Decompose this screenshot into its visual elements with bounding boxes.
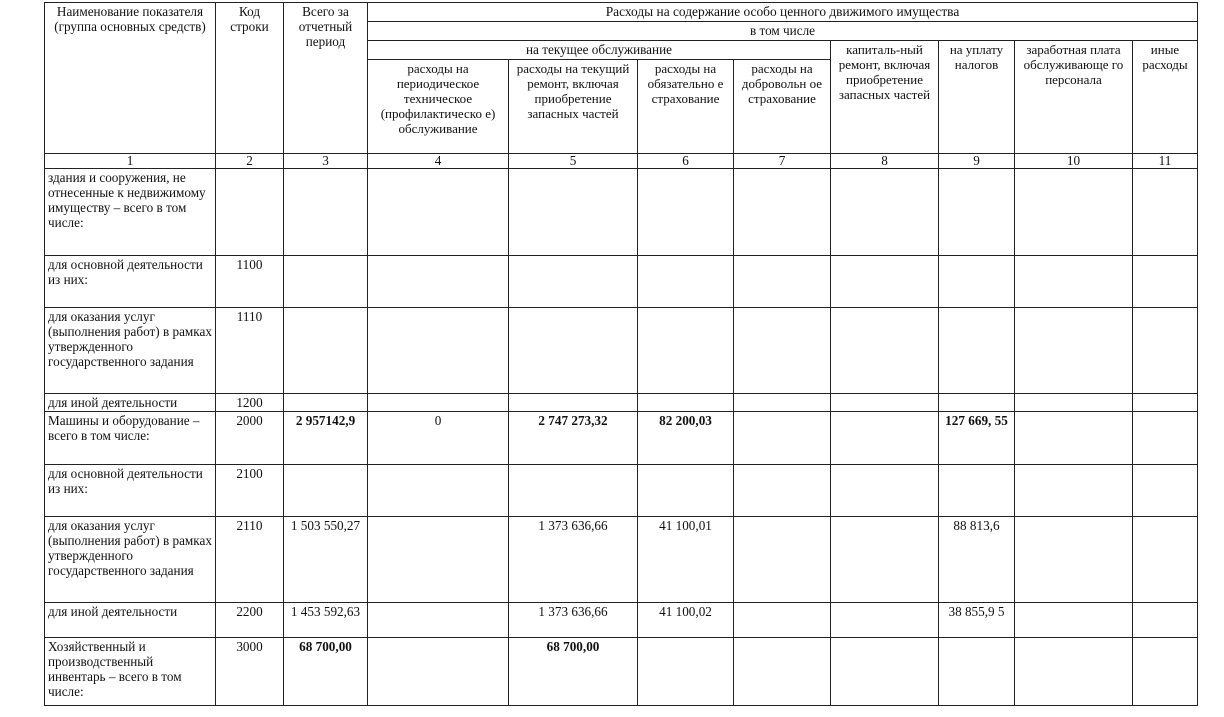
row-c4 <box>368 603 509 638</box>
row-c6 <box>638 394 734 412</box>
row-total: 68 700,00 <box>284 638 368 706</box>
row-c7 <box>734 256 831 308</box>
row-name: для иной деятельности <box>45 603 216 638</box>
row-c9: 38 855,9 5 <box>939 603 1015 638</box>
row-code: 2000 <box>216 412 284 465</box>
row-c9 <box>939 394 1015 412</box>
row-c11 <box>1133 412 1198 465</box>
colnum: 3 <box>284 154 368 169</box>
row-c10 <box>1015 394 1133 412</box>
row-c10 <box>1015 465 1133 517</box>
table-row <box>45 412 1198 465</box>
column-numbers-row <box>45 154 1198 169</box>
row-total: 2 957142,9 <box>284 412 368 465</box>
header-incl: в том числе <box>368 22 1198 41</box>
row-c5: 68 700,00 <box>509 638 638 706</box>
row-c10 <box>1015 412 1133 465</box>
row-name: для иной деятельности <box>45 394 216 412</box>
row-c10 <box>1015 603 1133 638</box>
header-col4: расходы на периодическое техническое (профилактическо е) обслуживание <box>368 60 509 154</box>
table-row <box>45 308 1198 394</box>
row-c11 <box>1133 308 1198 394</box>
row-total: 1 453 592,63 <box>284 603 368 638</box>
row-code: 1200 <box>216 394 284 412</box>
row-c7 <box>734 465 831 517</box>
expense-table <box>44 2 1198 706</box>
row-total <box>284 394 368 412</box>
header-col6: расходы на обязательно е страхование <box>638 60 734 154</box>
header-main: Расходы на содержание особо ценного движимого имущества <box>368 3 1198 22</box>
row-c6: 82 200,03 <box>638 412 734 465</box>
row-total <box>284 169 368 256</box>
row-c4 <box>368 256 509 308</box>
row-c5 <box>509 256 638 308</box>
row-c8 <box>831 256 939 308</box>
row-c9: 88 813,6 <box>939 517 1015 603</box>
row-c5: 2 747 273,32 <box>509 412 638 465</box>
row-name: Машины и оборудование – всего в том числе: <box>45 412 216 465</box>
row-c5: 1 373 636,66 <box>509 517 638 603</box>
row-c6 <box>638 465 734 517</box>
row-c7 <box>734 603 831 638</box>
row-name: для основной деятельности из них: <box>45 465 216 517</box>
row-c8 <box>831 603 939 638</box>
row-c10 <box>1015 638 1133 706</box>
row-c7 <box>734 169 831 256</box>
row-name: для основной деятельности из них: <box>45 256 216 308</box>
row-c6: 41 100,01 <box>638 517 734 603</box>
row-code <box>216 169 284 256</box>
row-c8 <box>831 638 939 706</box>
row-c4 <box>368 169 509 256</box>
row-c5: 1 373 636,66 <box>509 603 638 638</box>
row-c6 <box>638 169 734 256</box>
table-row <box>45 169 1198 256</box>
row-c9: 127 669, 55 <box>939 412 1015 465</box>
row-c11 <box>1133 638 1198 706</box>
row-c5 <box>509 465 638 517</box>
row-c10 <box>1015 256 1133 308</box>
row-c4 <box>368 308 509 394</box>
row-name: Хозяйственный и производственный инвентарь – всего в том числе: <box>45 638 216 706</box>
row-c6 <box>638 256 734 308</box>
row-c11 <box>1133 169 1198 256</box>
row-name: для оказания услуг (выполнения работ) в рамках утвержденного государственного задания <box>45 308 216 394</box>
row-c6 <box>638 308 734 394</box>
header-current: на текущее обслуживание <box>368 41 831 60</box>
header-total: Всего за отчетный период <box>284 3 368 154</box>
table-row <box>45 394 1198 412</box>
colnum: 1 <box>45 154 216 169</box>
colnum: 6 <box>638 154 734 169</box>
row-c10 <box>1015 517 1133 603</box>
row-total <box>284 256 368 308</box>
colnum: 11 <box>1133 154 1198 169</box>
header-col8: капиталь-ный ремонт, включая приобретение запасных частей <box>831 41 939 154</box>
row-c4 <box>368 394 509 412</box>
row-name: здания и сооружения, не отнесенные к недвижимому имуществу – всего в том числе: <box>45 169 216 256</box>
row-c10 <box>1015 308 1133 394</box>
row-total <box>284 465 368 517</box>
header-code: Код строки <box>216 3 284 154</box>
row-c9 <box>939 308 1015 394</box>
row-c4: 0 <box>368 412 509 465</box>
row-c8 <box>831 394 939 412</box>
row-name: для оказания услуг (выполнения работ) в рамках утвержденного государственного задания <box>45 517 216 603</box>
row-c7 <box>734 517 831 603</box>
row-c8 <box>831 412 939 465</box>
row-total: 1 503 550,27 <box>284 517 368 603</box>
row-c7 <box>734 638 831 706</box>
table-row <box>45 638 1198 706</box>
row-c5 <box>509 394 638 412</box>
row-c5 <box>509 169 638 256</box>
row-code: 2200 <box>216 603 284 638</box>
header-name: Наименование показателя (группа основных средств) <box>45 3 216 154</box>
colnum: 7 <box>734 154 831 169</box>
table-row <box>45 465 1198 517</box>
row-c8 <box>831 465 939 517</box>
row-c7 <box>734 412 831 465</box>
header-col7: расходы на добровольн ое страхование <box>734 60 831 154</box>
row-c4 <box>368 638 509 706</box>
colnum: 5 <box>509 154 638 169</box>
row-c11 <box>1133 465 1198 517</box>
colnum: 8 <box>831 154 939 169</box>
colnum: 2 <box>216 154 284 169</box>
row-c6 <box>638 638 734 706</box>
row-c11 <box>1133 394 1198 412</box>
table-row <box>45 256 1198 308</box>
row-c9 <box>939 256 1015 308</box>
row-code: 2100 <box>216 465 284 517</box>
table-row <box>45 603 1198 638</box>
header-col5: расходы на текущий ремонт, включая приобретение запасных частей <box>509 60 638 154</box>
row-c6: 41 100,02 <box>638 603 734 638</box>
row-c4 <box>368 465 509 517</box>
row-c8 <box>831 517 939 603</box>
colnum: 4 <box>368 154 509 169</box>
row-c11 <box>1133 517 1198 603</box>
row-code: 2110 <box>216 517 284 603</box>
row-c7 <box>734 394 831 412</box>
header-col10: заработная плата обслуживающе го персонала <box>1015 41 1133 154</box>
header-col9: на уплату налогов <box>939 41 1015 154</box>
row-c5 <box>509 308 638 394</box>
row-c4 <box>368 517 509 603</box>
colnum: 10 <box>1015 154 1133 169</box>
row-code: 1110 <box>216 308 284 394</box>
row-c11 <box>1133 256 1198 308</box>
row-c8 <box>831 169 939 256</box>
row-c7 <box>734 308 831 394</box>
row-c9 <box>939 465 1015 517</box>
row-c8 <box>831 308 939 394</box>
row-c11 <box>1133 603 1198 638</box>
header-col11: иные расходы <box>1133 41 1198 154</box>
row-code: 3000 <box>216 638 284 706</box>
row-total <box>284 308 368 394</box>
row-c10 <box>1015 169 1133 256</box>
table-row <box>45 517 1198 603</box>
row-c9 <box>939 638 1015 706</box>
row-code: 1100 <box>216 256 284 308</box>
colnum: 9 <box>939 154 1015 169</box>
row-c9 <box>939 169 1015 256</box>
